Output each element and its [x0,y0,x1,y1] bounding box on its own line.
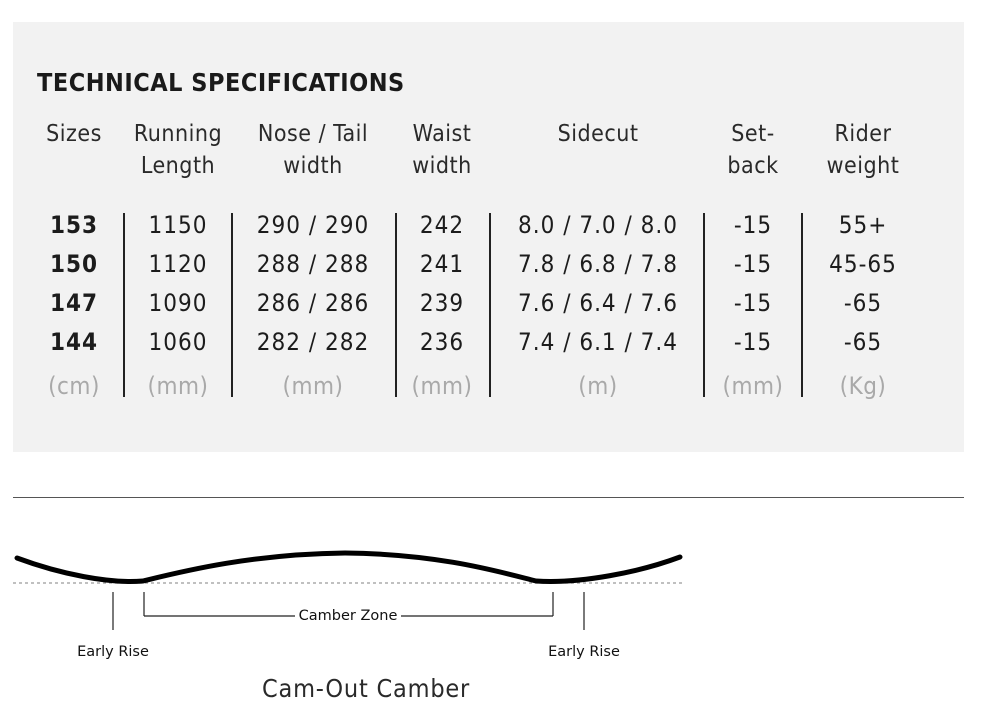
cell-nose-tail-width: 282 / 282 [256,328,370,356]
unit-label: (m) [578,372,618,400]
cell-running-length: 1090 [148,289,208,317]
cell-size: 144 [49,328,99,356]
column-header: Sizes [46,121,102,147]
column-header: Running Length [133,121,223,179]
cell-setback: -15 [733,211,773,239]
cell-nose-tail-width: 286 / 286 [256,289,370,317]
cell-sidecut: 7.4 / 6.1 / 7.4 [518,328,678,356]
section-divider [13,497,964,498]
cell-sidecut: 7.8 / 6.8 / 7.8 [518,250,678,278]
cell-rider-weight: -65 [843,289,883,317]
column-values [813,212,913,368]
cell-setback: -15 [733,289,773,317]
profile-name: Cam-Out Camber [262,674,471,703]
camber-zone-label: Camber Zone [298,608,398,624]
early-rise-left-label: Early Rise [77,644,149,660]
cell-setback: -15 [733,328,773,356]
cell-size: 153 [49,211,99,239]
column-header: Rider weight [826,121,900,179]
cell-running-length: 1120 [148,250,208,278]
cell-waist-width: 236 [419,328,465,356]
column-header: Sidecut [557,121,639,147]
column-divider [801,213,803,397]
unit-label: (mm) [722,372,784,400]
camber-profile-diagram [0,540,700,670]
column-values [398,212,486,368]
column-header: Waist width [412,121,472,179]
column-header: Set- back [727,121,779,179]
cell-waist-width: 239 [419,289,465,317]
column-values [128,212,228,368]
cell-size: 150 [49,250,99,278]
column-divider [395,213,397,397]
board-profile-curve [17,553,680,582]
spec-title: TECHNICAL SPECIFICATIONS [37,68,405,97]
cell-sidecut: 7.6 / 6.4 / 7.6 [518,289,678,317]
column-values [29,212,119,368]
column-divider [123,213,125,397]
unit-label: (mm) [411,372,473,400]
column-header: Nose / Tail width [257,121,369,179]
cell-size: 147 [49,289,99,317]
cell-nose-tail-width: 290 / 290 [256,211,370,239]
column-values [498,212,698,368]
column-values [238,212,388,368]
cell-nose-tail-width: 288 / 288 [256,250,370,278]
unit-label: (mm) [282,372,344,400]
cell-rider-weight: -65 [843,328,883,356]
column-values [713,212,793,368]
cell-running-length: 1150 [148,211,208,239]
cell-sidecut: 8.0 / 7.0 / 8.0 [518,211,678,239]
unit-label: (mm) [147,372,209,400]
unit-label: (cm) [48,372,100,400]
spec-panel [13,22,964,452]
unit-label: (Kg) [839,372,887,400]
cell-setback: -15 [733,250,773,278]
cell-waist-width: 242 [419,211,465,239]
column-divider [703,213,705,397]
column-divider [489,213,491,397]
cell-rider-weight: 55+ [838,211,888,239]
column-divider [231,213,233,397]
cell-waist-width: 241 [419,250,465,278]
early-rise-right-label: Early Rise [548,644,620,660]
cell-running-length: 1060 [148,328,208,356]
cell-rider-weight: 45-65 [829,250,897,278]
